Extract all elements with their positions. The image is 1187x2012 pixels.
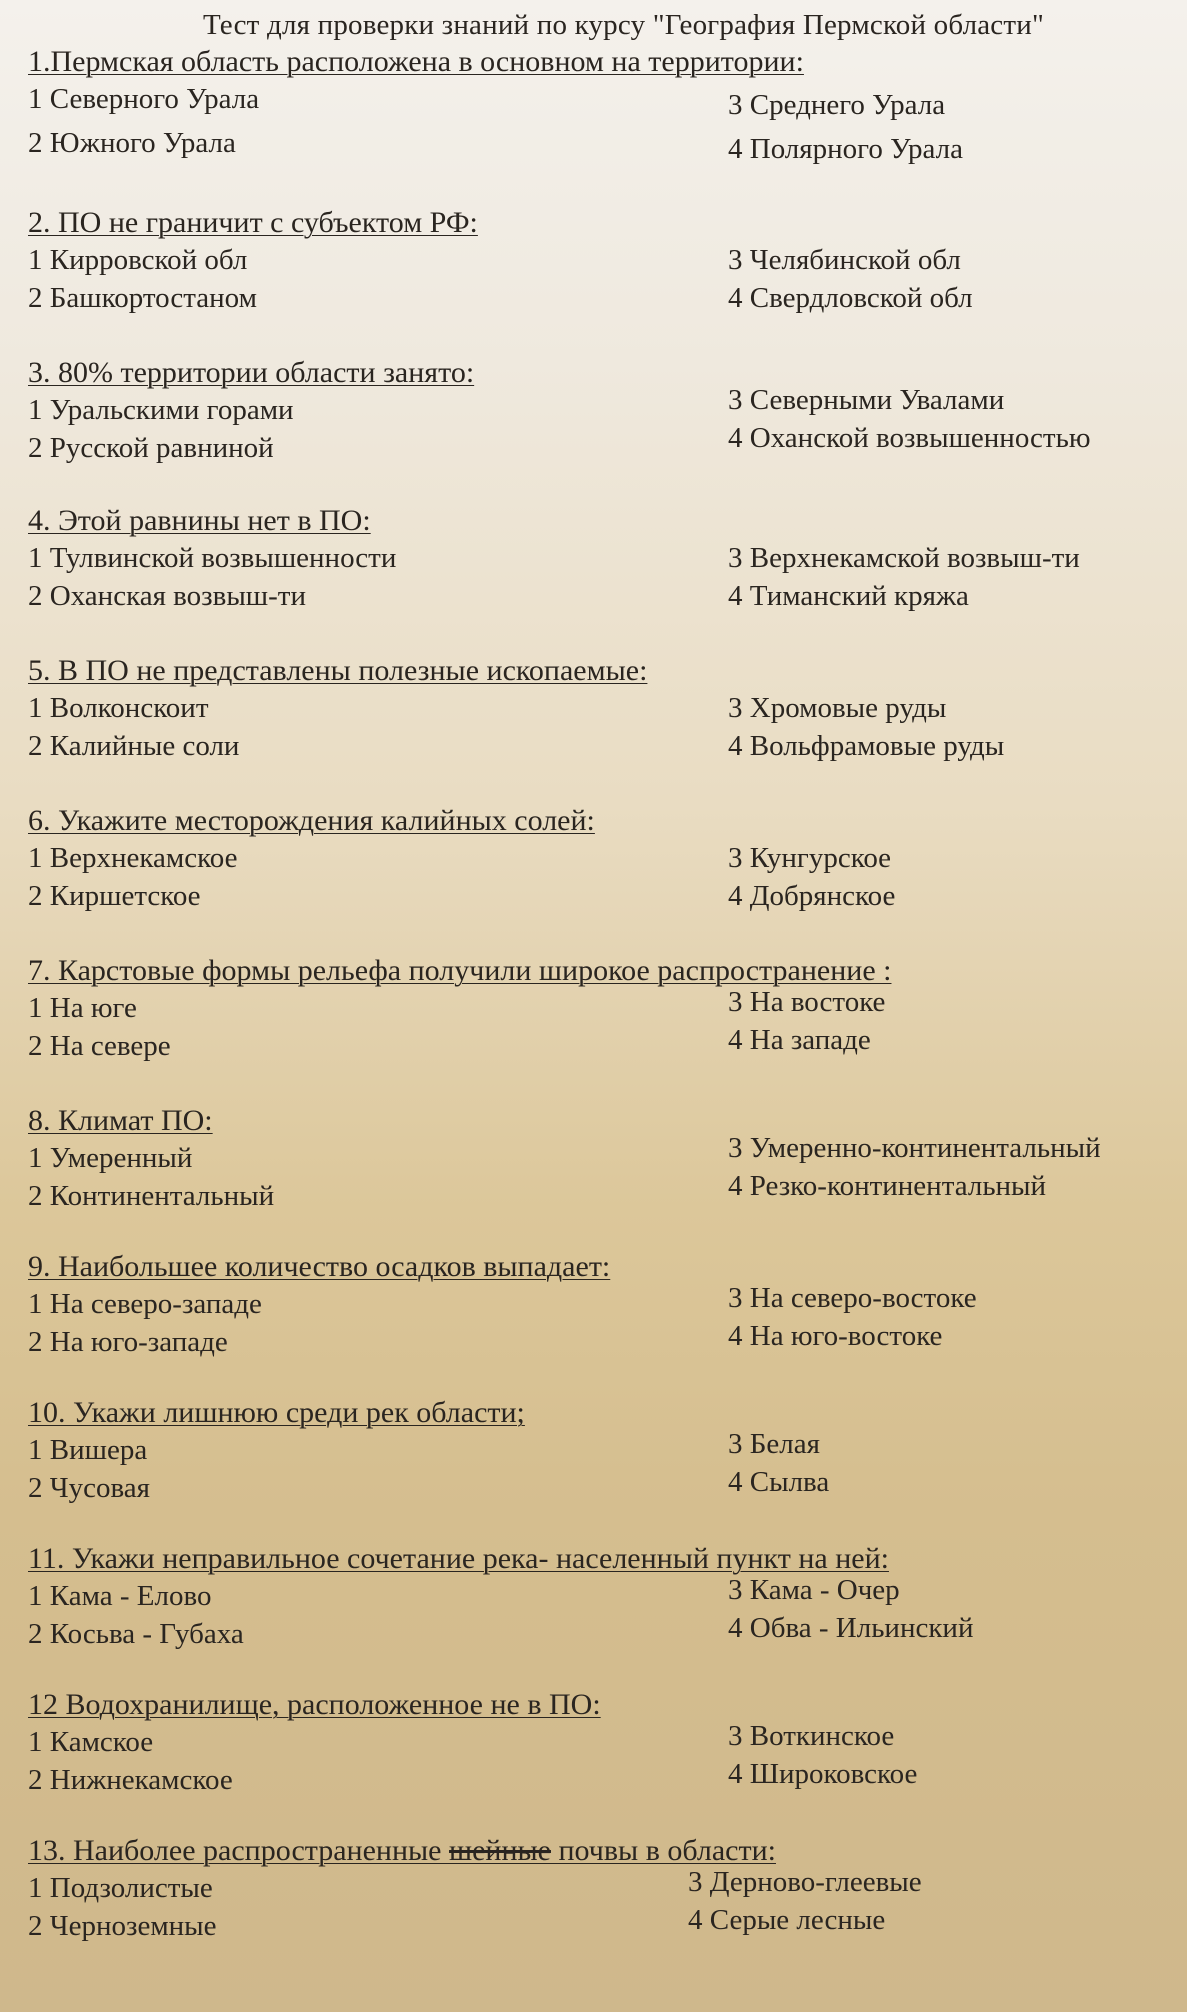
question-6 [28, 803, 1159, 915]
answer-options [28, 1282, 1159, 1361]
question-heading: 6. Укажите месторождения калийных солей: [28, 804, 595, 837]
answer-option: 1 Верхнекамское [28, 842, 238, 874]
answer-option: 1 Подзолистые [28, 1872, 213, 1904]
answer-option: 2 Оханская возвыш-ти [28, 580, 306, 612]
answer-option: 3 На востоке [728, 986, 886, 1018]
answer-options [28, 1132, 1159, 1215]
question-4 [28, 503, 1159, 615]
question-12 [28, 1687, 1159, 1799]
answer-option: 1 Северного Урала [28, 83, 260, 115]
question-heading: 2. ПО не граничит с субъектом РФ: [28, 206, 478, 239]
answer-option: 3 Челябинской обл [728, 244, 961, 276]
answer-option: 4 На юго-востоке [728, 1320, 943, 1352]
question-heading: 7. Карстовые формы рельефа получили широкое распространение : [28, 954, 892, 987]
answer-option: 4 Полярного Урала [728, 133, 964, 165]
answer-options [28, 689, 1159, 765]
answer-option: 4 Свердловской обл [728, 282, 973, 314]
answer-option: 1 На юге [28, 992, 137, 1024]
answer-option: 2 Башкортостаном [28, 282, 257, 314]
answer-option: 2 Калийные соли [28, 730, 240, 762]
question-7 [28, 953, 1159, 1065]
answer-option: 4 Тиманский кряжа [728, 580, 969, 612]
question-heading: 10. Укажи лишнюю среди рек области; [28, 1396, 525, 1429]
question-1 [28, 44, 1159, 168]
answer-option: 4 На западе [728, 1024, 871, 1056]
question-heading: 11. Укажи неправильное сочетание река- населенный пункт на ней: [28, 1542, 889, 1575]
answer-option: 1 Камское [28, 1726, 154, 1758]
answer-option: 4 Резко-континентальный [728, 1170, 1047, 1202]
answer-option: 2 На юго-западе [28, 1326, 228, 1358]
answer-options [28, 1428, 1159, 1507]
answer-option: 3 Воткинское [728, 1720, 895, 1752]
answer-option: 4 Вольфрамовые руды [728, 730, 1005, 762]
question-heading: 9. Наибольшее количество осадков выпадает: [28, 1250, 611, 1283]
answer-option: 3 На северо-востоке [728, 1282, 977, 1314]
answer-option: 4 Оханской возвышенностью [728, 422, 1091, 454]
answer-option: 2 Континентальный [28, 1180, 275, 1212]
answer-options [28, 539, 1159, 615]
question-5 [28, 653, 1159, 765]
question-heading: 8. Климат ПО: [28, 1104, 213, 1137]
crossed-out-word: шейные [449, 1834, 551, 1867]
question-heading: 5. В ПО не представлены полезные ископаемые: [28, 654, 648, 687]
question-2 [28, 205, 1159, 317]
answer-option: 4 Обва - Ильинский [728, 1612, 974, 1644]
answer-option: 1 Уральскими горами [28, 394, 294, 426]
answer-option: 4 Добрянское [728, 880, 896, 912]
answer-option: 3 Среднего Урала [728, 89, 946, 121]
answer-option: 3 Хромовые руды [728, 692, 947, 724]
answer-option: 2 Киршетское [28, 880, 201, 912]
question-heading: 12 Водохранилище, расположенное не в ПО: [28, 1688, 601, 1721]
answer-option: 3 Умеренно-континентальный [728, 1132, 1101, 1164]
answer-options [28, 80, 1159, 168]
answer-option: 2 На севере [28, 1030, 171, 1062]
answer-option: 3 Верхнекамской возвыш-ти [728, 542, 1080, 574]
answer-option: 2 Русской равниной [28, 432, 274, 464]
question-3 [28, 355, 1159, 467]
answer-option: 2 Чусовая [28, 1472, 150, 1504]
answer-option: 4 Сылва [728, 1466, 830, 1498]
question-heading: 3. 80% территории области занято: [28, 356, 475, 389]
answer-option: 4 Широковское [728, 1758, 918, 1790]
answer-option: 1 Умеренный [28, 1142, 193, 1174]
answer-option: 3 Кама - Очер [728, 1574, 900, 1606]
question-9 [28, 1249, 1159, 1361]
answer-option: 1 Вишера [28, 1434, 148, 1466]
answer-option: 1 Волконскоит [28, 692, 209, 724]
answer-option: 4 Серые лесные [688, 1904, 886, 1936]
answer-option: 2 Нижнекамское [28, 1764, 233, 1796]
answer-options [28, 986, 1159, 1065]
question-13 [28, 1833, 1159, 1945]
answer-option: 2 Черноземные [28, 1910, 217, 1942]
document-title: Тест для проверки знаний по курсу "География Пермской области" [202, 9, 1045, 41]
heading-text: почвы в области: [551, 1834, 776, 1867]
answer-option: 1 Кама - Елово [28, 1580, 212, 1612]
answer-option: 3 Северными Увалами [728, 384, 1005, 416]
question-heading: 1.Пермская область расположена в основном на территории: [28, 45, 804, 78]
answer-option: 1 На северо-западе [28, 1288, 262, 1320]
answer-options [28, 1866, 1159, 1945]
question-11 [28, 1541, 1159, 1653]
question-heading: 4. Этой равнины нет в ПО: [28, 504, 371, 537]
answer-options [28, 241, 1159, 317]
question-10 [28, 1395, 1159, 1507]
answer-option: 2 Южного Урала [28, 127, 236, 159]
heading-text: 13. Наиболее распространенные [28, 1834, 449, 1867]
answer-option: 2 Косьва - Губаха [28, 1618, 244, 1650]
answer-option: 3 Белая [728, 1428, 820, 1460]
answer-option: 3 Кунгурское [728, 842, 892, 874]
answer-options [28, 1574, 1159, 1653]
answer-options [28, 384, 1159, 467]
question-8 [28, 1103, 1159, 1215]
answer-option: 3 Дерново-глеевые [688, 1866, 922, 1898]
answer-options [28, 839, 1159, 915]
answer-option: 1 Кирровской обл [28, 244, 248, 276]
answer-options [28, 1720, 1159, 1799]
answer-option: 1 Тулвинской возвышенности [28, 542, 397, 574]
